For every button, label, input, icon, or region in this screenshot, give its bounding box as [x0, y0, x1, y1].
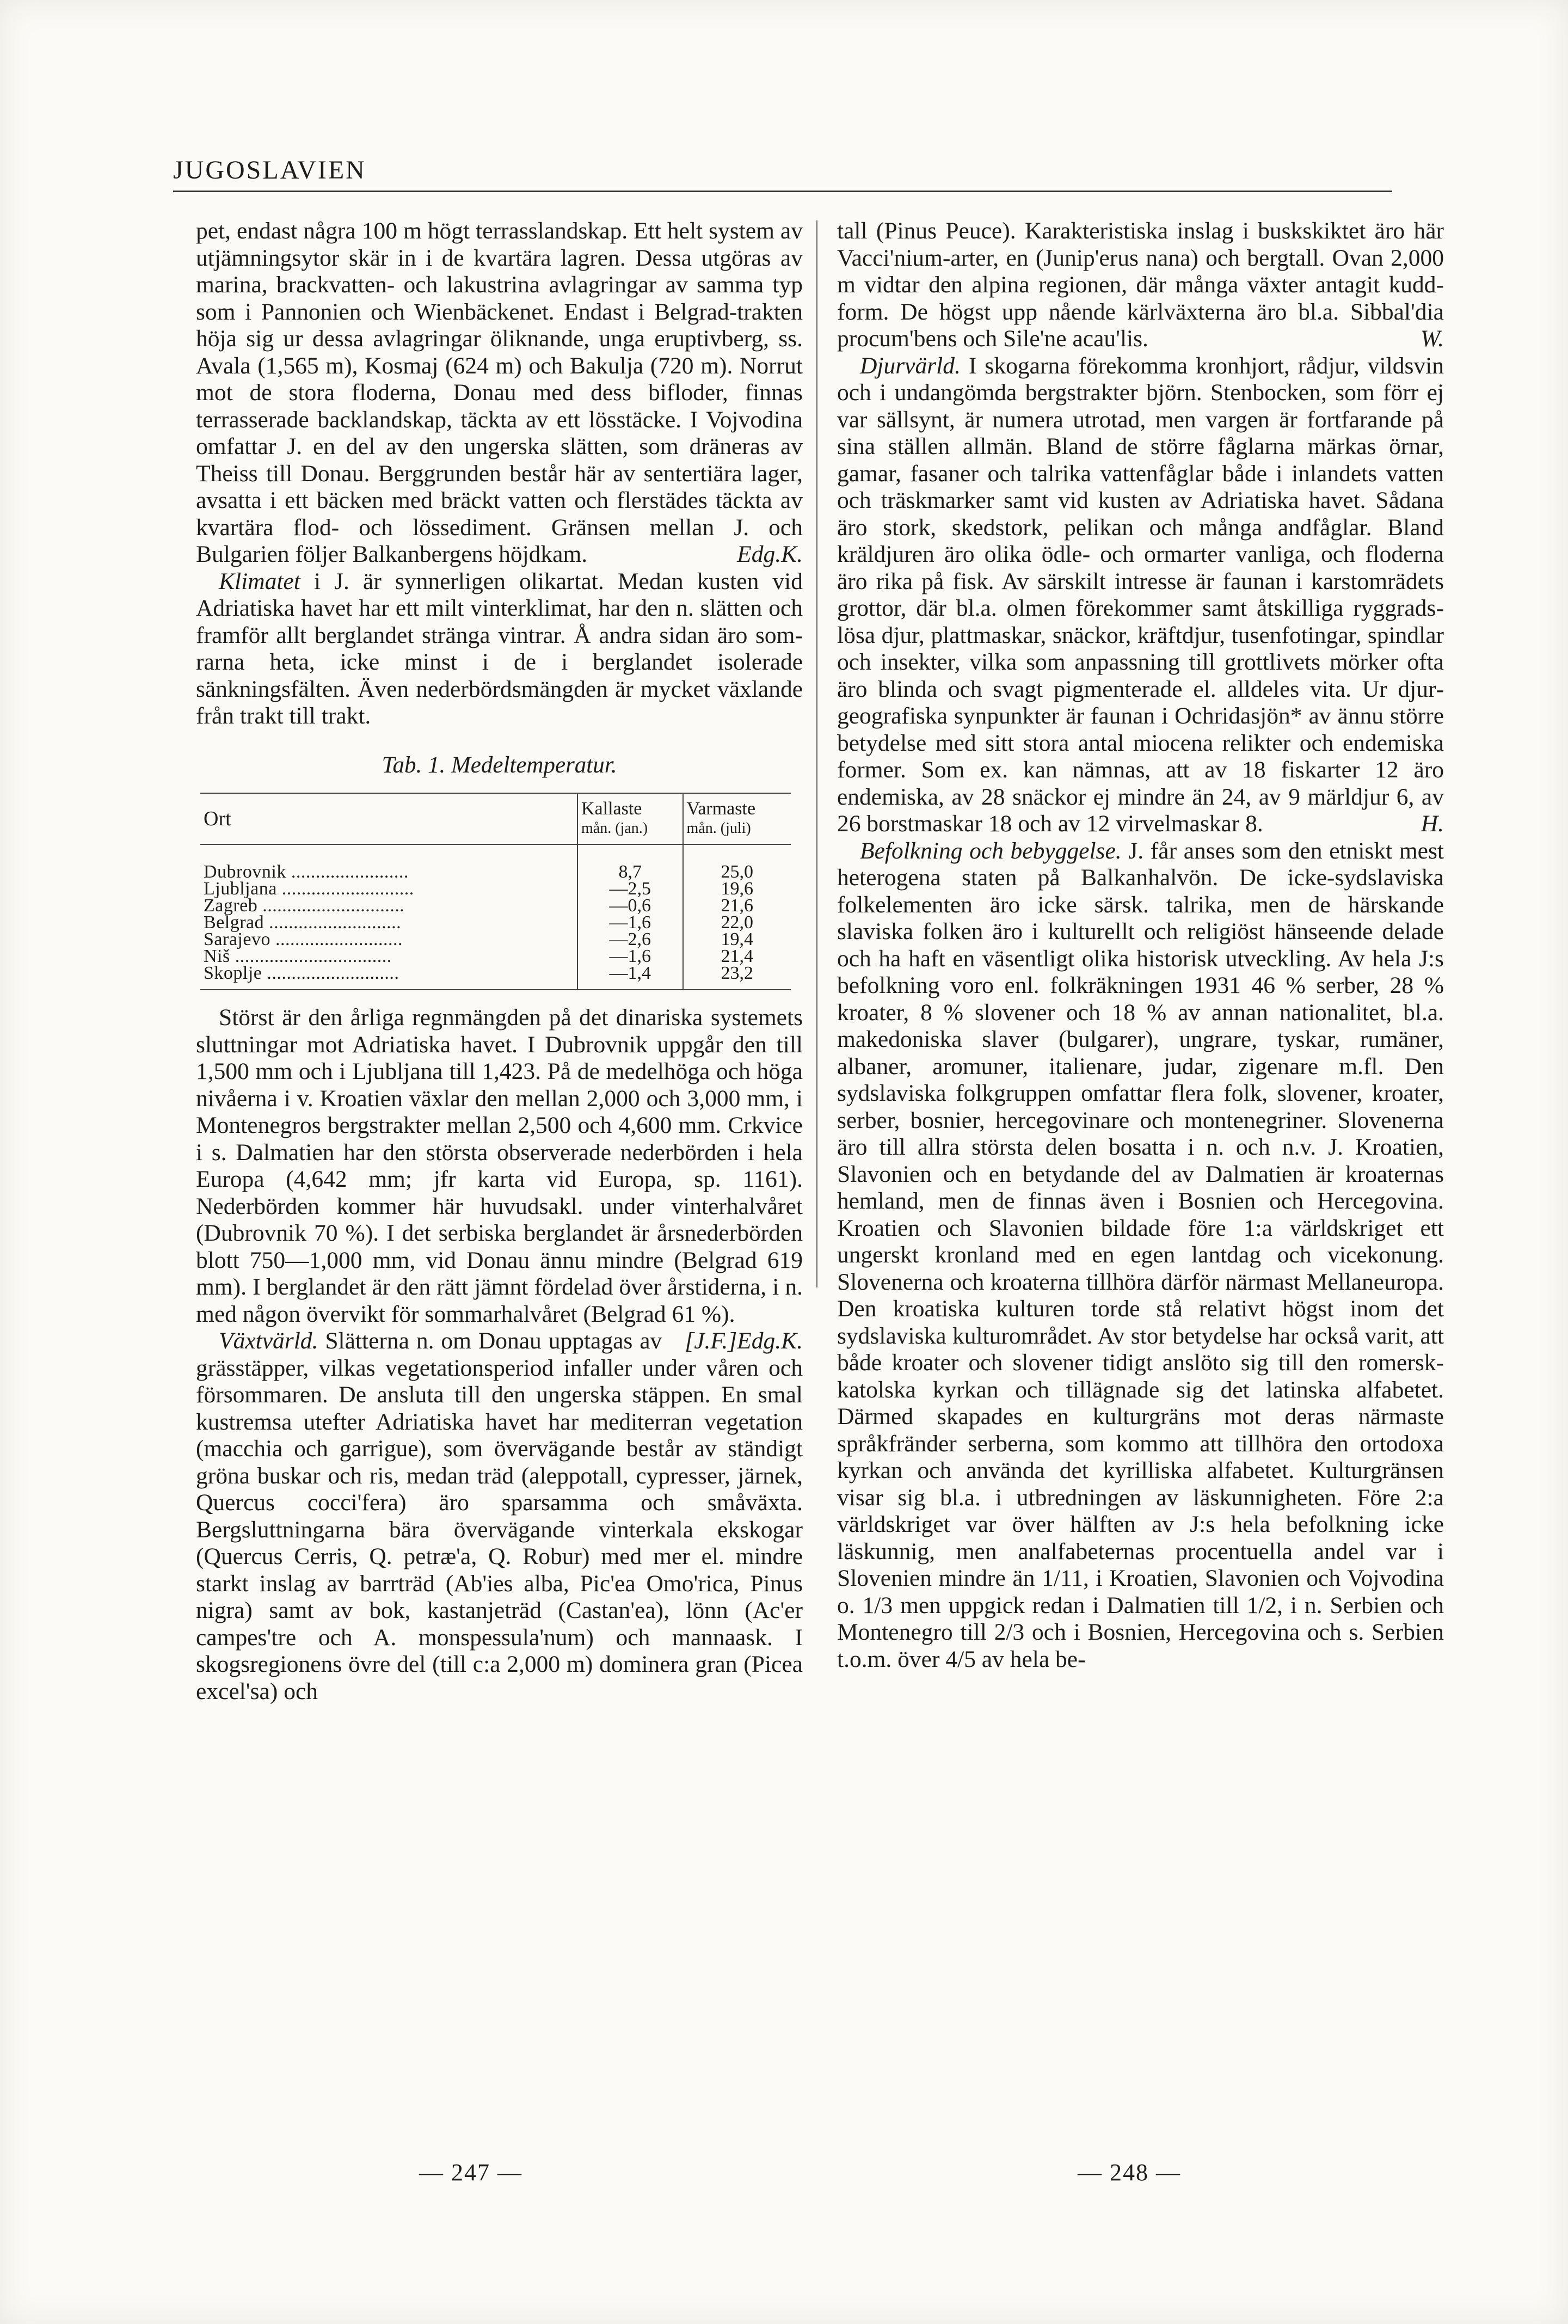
page-number-left: — 247 — — [419, 2159, 522, 2186]
paragraph-text: i J. är synnerligen olikartat. Medan kusten vid Adriatiska havet har ett milt vinterklimat, har den n. slätten och framför allt berglandet stränga vintrar. Å andra sidan äro somrarna heta, icke minst i de i berglandet isolerade sänkningsfälten. Även nederbördsmängden är mycket växlande från trakt till trakt. — [196, 568, 803, 729]
page-number-right: — 248 — — [1078, 2159, 1181, 2186]
row-place: Ljubljana ........................... — [204, 879, 414, 899]
table-row — [200, 948, 791, 965]
row-coldest: —1,6 — [577, 948, 683, 965]
table-row — [200, 897, 791, 914]
row-warmest: 22,0 — [683, 914, 791, 931]
row-coldest: —1,6 — [577, 914, 683, 931]
section-heading-djurvarld: Djurvärld. — [860, 352, 961, 379]
running-header: JUGOSLAVIEN — [173, 156, 366, 185]
temperature-table — [200, 793, 791, 990]
paragraph-population — [837, 838, 1444, 1673]
paragraph-text: pet, endast några 100 m högt terrasslandskap. Ett helt system av utjämningsytor skär in i de kvartära lagren. Dessa utgöras av marina, brackvatten- och lakustrina avlagringar av samma typ som i Pannonien och Wienbäckenet. Endast i Belgrad-trakten höja sig ur dessa avlagringar öliknande, unga eruptivberg, ss. Avala (1,565 m), Kosmaj (624 m) och Bakulja (720 m). Norrut mot de stora floderna, Donau med dess bifloder, finnas terrasserade backlandskap, täckta av ett lösstäcke. I Vojvodina omfattar J. en del av den ungerska slätten, som dräneras av Theiss till Donau. Berggrunden består här av sentertiära lager, avsatta i ett bäcken med bräckt vatten och flerstädes täckta av kvartära flod- och lössediment. Gränsen mellan J. och Bulgarien följer Balkanbergens höjdkam. — [196, 218, 803, 567]
column-248 — [837, 218, 1444, 1673]
table-row — [200, 931, 791, 948]
row-coldest: 8,7 — [577, 844, 683, 880]
column-header-coldest: Kallaste mån. (jan.) — [577, 793, 683, 844]
column-247 — [196, 218, 803, 1705]
column-divider — [816, 220, 817, 1287]
section-heading-klimatet: Klimatet — [219, 568, 300, 594]
header-rule — [173, 191, 1392, 192]
section-heading-vaxtvarld: Växtvärld. — [219, 1328, 318, 1354]
row-coldest: —2,5 — [577, 880, 683, 897]
row-place: Zagreb ............................. — [204, 896, 405, 916]
paragraph-text: tall (Pinus Peuce). Karakteristiska inslag i buskskiktet äro här Vacci'nium-arter, en (Junip'erus nana) och bergtall. Ovan 2,000 m vidtar den alpina regionen, där många växter antagit kuddform. De högst upp nående kärlväxterna äro bl.a. Sibbal'dia procum'bens och Sile'ne acau'lis. — [837, 218, 1444, 352]
row-place: Skoplje ........................... — [200, 965, 577, 990]
row-place: Niš ................................ — [204, 946, 392, 966]
row-place: Dubrovnik ........................ — [204, 862, 409, 882]
author-signature: [J.F.]Edg.K. — [685, 1328, 803, 1354]
paragraph-flora — [196, 1328, 803, 1705]
row-place: Sarajevo .......................... — [204, 929, 403, 949]
row-warmest: 23,2 — [683, 965, 791, 990]
paragraph-climate — [196, 568, 803, 730]
row-place: Belgrad ........................... — [204, 912, 402, 933]
row-warmest: 21,6 — [683, 897, 791, 914]
row-coldest: —2,6 — [577, 931, 683, 948]
paragraph-text: Störst är den årliga regnmängden på det dinariska systemets sluttningar mot Adriatiska havet. I Dubrovnik uppgår den till 1,500 mm och i Ljubljana till 1,423. På de medelhöga och höga nivåerna i v. Kroatien växlar den mellan 2,000 och 3,000 mm, i Montenegros bergstrakter mellan 2,500 och 4,600 mm. Crkvice i s. Dalmatien har den största observerade nederbörden i hela Europa (4,642 mm; jfr karta vid Europa, sp. 1161). Nederbörden kommer här huvudsakl. under vinterhalvåret (Dubrovnik 70 %). I det serbiska berglandet är årsnederbörden blott 750—1,000 mm, vid Donau ännu mindre (Belgrad 619 mm). I berglandet är den rätt jämnt fördelad över årstiderna, i n. med någon övervikt för sommarhalvåret (Belgrad 61 %). — [196, 1004, 803, 1327]
row-coldest: —0,6 — [577, 897, 683, 914]
author-signature: Edg.K. — [737, 541, 803, 567]
paragraph-geology-end — [196, 218, 803, 568]
author-signature: H. — [1421, 811, 1444, 837]
paragraph-text: Slätterna n. om Donau upptagas av grässtäpper, vilkas vegetationsperiod infaller under våren och försommaren. De ansluta till den ungerska stäppen. En smal kustremsa utefter Adriatiska havet har mediterran vegetation (macchia och garrigue), som övervägande består av ständigt gröna buskar och ris, medan träd (aleppotall, cypresser, järnek, Quercus cocci'fera) äro sparsamma och småväxta. Bergsluttningarna bära övervägande vinterkala ekskogar (Quercus Cerris, Q. petræ'a, Q. Robur) med mer el. mindre starkt inslag av barrträd (Ab'ies alba, Pic'ea Omo'rica, Pinus nigra) samt av bok, kastanjeträd (Castan'ea), lönn (Ac'er campes'tre och A. monspessula'num) och mannaask. I skogsregionens övre del (till c:a 2,000 m) dominera gran (Picea excel'sa) och — [196, 1328, 803, 1704]
paragraph-text: I skogarna förekomma kronhjort, rådjur, vildsvin och i undangömda bergstrakter björn. Stenbocken, som förr ej var sällsynt, är numera utrotad, men vargen är fortfarande på sina ställen allmän. Bland de större fåglarna märkas örnar, gamar, fasaner och talrika vattenfåglar både i inlandets vatten och träskmarker samt vid kusten av Adriatiska havet. Sådana äro stork, skedstork, pelikan och många andfåglar. Bland kräldjuren äro olika ödle- och ormarter vanliga, och floderna äro rika på fisk. Av särskilt intresse är faunan i karstomrädets grottor, där bl.a. olmen förekommer samt åtskilliga ryggradslösa djur, plattmaskar, snäckor, kräftdjur, tusenfotingar, spindlar och insekter, vilka som anpassning till grottlivets mörker ofta äro blinda och svagt pigmenterade el. alldeles vita. Ur djurgeografiska synpunkter är faunan i Ochridasjön* av ännu större betydelse med sitt stora antal miocena relikter och endemiska former. Som ex. kan nämnas, att av 18 fiskarter 12 äro endemiska, av 28 snäckor ej mindre än 24, av 9 märldjur 6, av 26 borstmaskar 18 och av 12 virvelmaskar 8. — [837, 352, 1444, 837]
paragraph-text: J. får anses som den etniskt mest heterogena staten på Balkanhalvön. De icke-sydslaviska folkelementen äro icke särsk. talrika, men de härskande slaviska folken äro i kulturellt och religiöst hänseende delade och ha haft en väsentligt olika historisk utveckling. Av hela J:s befolkning voro enl. folkräkningen 1931 46 % serber, 28 % kroater, 8 % slovener och 18 % av annan nationalitet, bl.a. makedoniska slaver (bulgarer), ungrare, tyskar, rumäner, albaner, aromuner, italienare, judar, zigenare m.fl. Den sydslaviska folkgruppen omfattar flera folk, slovener, kroater, serber, bosnier, hercegovinare och montenegriner. Slovenerna äro till allra största delen bosatta i n. och n.v. J. Kroatien, Slavonien och en betydande del av Dalmatien är kroaternas hemland, men de finnas även i Bosnien och Hercegovina. Kroatien och Slavonien bildade före 1:a världskriget ett ungerskt kronland med en egen lantdag och vicekonung. Slovenerna och kroaterna tillhöra därför närmast Mellaneuropa. Den kroatiska kulturen torde stå relativt högst inom det sydslaviska kulturområdet. Av stor betydelse har också varit, att både kroater och slovener tidigt anslöto sig till den romersk-katolska kyrkan och tillägnade sig det latinska alfabetet. Därmed skapades en kulturgräns mot deras närmaste språkfränder serberna, som kommo att tillhöra den ortodoxa kyrkan och använda det kyrilliska alfabetet. Kulturgränsen visar sig bl.a. i utbredningen av läskunnigheten. Före 2:a världskriget var över hälften av J:s hela befolkning icke läskunnig, men analfabeternas procentuella andel var i Slovenien mindre än 1/11, i Kroatien, Slavonien och Vojvodina o. 1/3 men uppgick redan i Dalmatien till 1/2, i n. Serbien och Montenegro till 2/3 och i Bosnien, Hercegovina och s. Serbien t.o.m. över 4/5 av hela be- — [837, 837, 1444, 1672]
row-warmest: 25,0 — [683, 844, 791, 880]
table-row — [200, 844, 791, 880]
table-header-row — [200, 793, 791, 844]
author-signature: W. — [1420, 326, 1444, 352]
table-row — [200, 880, 791, 897]
paragraph-flora-end — [837, 218, 1444, 353]
row-warmest: 21,4 — [683, 948, 791, 965]
column-header-place: Ort — [200, 793, 577, 844]
section-heading-befolkning: Befolkning och bebyggelse. — [860, 837, 1122, 864]
table-row — [200, 914, 791, 931]
column-header-warmest: Varmaste mån. (juli) — [683, 793, 791, 844]
row-coldest: —1,4 — [577, 965, 683, 990]
row-warmest: 19,4 — [683, 931, 791, 948]
table-row — [200, 965, 791, 990]
paragraph-fauna — [837, 353, 1444, 838]
row-warmest: 19,6 — [683, 880, 791, 897]
table-title: Tab. 1. Medeltemperatur. — [382, 752, 617, 778]
